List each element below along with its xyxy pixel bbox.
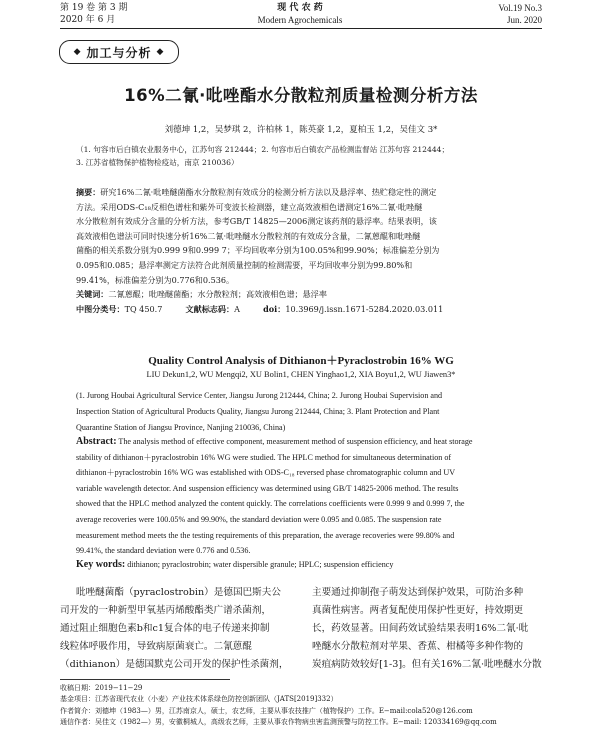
header-date-en: Jun. 2020	[506, 15, 542, 25]
diamond-icon: ◆	[156, 47, 165, 57]
abstract-label-cn: 摘要：	[76, 187, 101, 197]
keywords-label-en: Key words:	[76, 559, 126, 570]
abstract-line: dithianon＋pyraclostrobin 16% WG was established with ODS-C₁₈ reversed phase chromatographic column and UV	[76, 468, 456, 478]
abstract-cn	[76, 185, 526, 316]
footnote-funding: 基金项目：江苏省现代农业（小麦）产业技术体系绿色防控创新团队（JATS[2019]332）	[60, 695, 338, 704]
abstract-line: 99.41%，标准偏差分别为0.776和0.536。	[76, 274, 235, 285]
doi-value: 10.3969/j.issn.1671-5284.2020.03.011	[285, 303, 444, 314]
affiliation-line: (1. Jurong Houbai Agricultural Service Center, Jiangsu Jurong 212444, China; 2. Jurong Houbai Supervision and	[76, 391, 443, 400]
abstract-label-en: Abstract:	[76, 436, 117, 447]
abstract-line: average recoveries were 100.05% and 99.90%, the standard deviation were 0.095 and 0.085. The suspension rate	[76, 514, 442, 524]
body-line: 通过阻止细胞色素b和c1复合体的电子传递来抑制	[60, 623, 270, 635]
body-line: 司开发的一种新型甲氧基丙烯酸酯类广谱杀菌剂，	[60, 605, 272, 617]
abstract-line: 99.41%, the standard deviation were 0.776 and 0.536.	[76, 546, 251, 556]
doc-code-value: A	[234, 303, 240, 314]
body-line: 唑醚水分散粒剂对苹果、香蕉、柑橘等多种作物的	[312, 641, 524, 653]
abstract-line: 菌酯的相关系数分别为0.999 9和0.999 7；平均回收率分别为100.05%和99.90%；标准偏差分别为	[76, 245, 440, 256]
diamond-icon: ◆	[73, 47, 82, 57]
clc-label: 中图分类号：	[76, 303, 125, 314]
body-line: 真菌性病害。两者复配使用保护性更好，持效期更	[312, 605, 524, 617]
header-date-cn: 2020 年 6 月	[60, 15, 116, 25]
abstract-line: 0.095和0.085；悬浮率测定方法符合此剂质量控制的检测需要，平均回收率分别为99.80%和	[76, 259, 413, 270]
section-tag-label: 加工与分析	[86, 45, 152, 60]
footnote-author: 作者简介：刘德坤（1983—）男，江苏南京人，硕士，农艺师，主要从事农技推广（植物保护）工作。E−mail:cola520@126.com	[60, 706, 473, 715]
authors-cn: 刘德坤 1,2，吴梦琪 2，许柏林 1，陈英豪 1,2，夏柏玉 1,2，吴佳文 3*	[164, 125, 438, 135]
abstract-en	[76, 434, 544, 559]
abstract-line: 高效液相色谱法可同时快速分析16%二氰·吡唑醚水分散粒剂的有效成分含量，二氰蒽醌和吡唑醚	[76, 230, 421, 241]
header-rule	[60, 28, 542, 29]
abstract-line: stability of dithianon＋pyraclostrobin 16% WG were studied. The HPLC method for simultaneous determination of	[76, 452, 452, 462]
affiliations-en	[76, 388, 544, 435]
affiliations-cn	[76, 143, 546, 169]
footnotes	[60, 683, 542, 729]
body-line: 吡唑醚菌酯（pyraclostrobin）是德国巴斯夫公	[76, 587, 281, 598]
affiliation-line: Quarantine Station of Jiangsu Province, Nanjing 210036, China)	[76, 422, 286, 432]
keywords-text-cn: 二氰蒽醌；吡唑醚菌酯；水分散粒剂；高效液相色谱；悬浮率	[108, 289, 327, 300]
abstract-text: The analysis method of effective component, measurement method of suspension efficiency, and heat storage	[116, 437, 473, 446]
body-column-left	[60, 584, 290, 674]
body-line: 主要通过抑制孢子萌发达到保护效果，可防治多种	[312, 587, 524, 598]
body-column-right	[312, 584, 544, 674]
affiliation-line: （1. 句容市后白镇农业服务中心，江苏句容 212444；2. 句容市后白镇农产品检测监督站 江苏句容 212444；	[76, 145, 450, 154]
body-line: 炭疽病防效较好[1-3]。但有关16%二氰·吡唑醚水分散	[312, 659, 542, 671]
abstract-line: measurement method meets the the testing requirements of this preparation, the average recoveries were 99.80% and	[76, 530, 455, 540]
doi-label: doi：	[263, 303, 286, 314]
affiliation-line: Inspection Station of Agricultural Products Quality, Jiangsu Jurong 212444, China; 3. Plant Protection and Plant	[76, 406, 440, 416]
footnote-corresponding: 通信作者：吴佳文（1982—）男，安徽桐城人，高级农艺师，主要从事农作物病虫害监测预警与防控工作。E−mail: 120334169@qq.com	[60, 718, 497, 727]
paper-title-cn: 16%二氰·吡唑酯水分散粒剂质量检测分析方法	[124, 86, 478, 105]
abstract-text: 研究16%二氰·吡唑醚菌酯水分散粒剂有效成分的检测分析方法以及悬浮率、热贮稳定性的测定	[100, 187, 437, 197]
body-line: 线粒体呼吸作用，导致病原菌衰亡。二氰蒽醌	[60, 641, 252, 653]
abstract-line: 水分散粒剂有效成分含量的分析方法，参考GB/T 14825—2006测定该药剂的悬浮率。结果表明，该	[76, 216, 437, 227]
footnote-rule	[60, 679, 230, 680]
body-line: （dithianon）是德国默克公司开发的保护性杀菌剂，	[60, 659, 289, 671]
abstract-line	[76, 434, 544, 450]
body-line: 长，药效显著。田间药效试验结果表明16%二氰·吡	[312, 623, 529, 635]
keywords-text-en: dithianon; pyraclostrobin; water dispersible granule; HPLC; suspension efficiency	[125, 560, 394, 569]
abstract-line: 方法。采用ODS-C₁₈反相色谱柱和紫外可变波长检测器，建立高效液相色谱测定16%二氰·吡唑醚	[76, 201, 423, 212]
header-volume-cn: 第 19 卷 第 3 期	[60, 3, 128, 13]
authors-en: LIU Dekun1,2, WU Mengqi2, XU Bolin1, CHEN Yinghao1,2, XIA Boyu1,2, WU Jiawen3*	[146, 370, 456, 379]
abstract-line: showed that the HPLC method analyzed the content quickly. The correlations coefficients were 0.999 9 and 0.999 7, the	[76, 499, 465, 509]
keywords-en	[76, 558, 544, 573]
abstract-line: variable wavelength detector. And suspension efficiency was determined using GB/T 14825-2006 method. The results	[76, 483, 459, 493]
header-journal-en: Modern Agrochemicals	[257, 15, 343, 25]
keywords-cn	[76, 287, 526, 302]
doc-code-label: 文献标志码：	[185, 303, 235, 314]
affiliation-line: 3. 江苏省植物保护植物检疫站，南京 210036）	[76, 158, 239, 167]
clc-value: TQ 450.7	[124, 303, 163, 314]
header-volume-en: Vol.19 No.3	[498, 3, 542, 13]
classification-line	[76, 302, 526, 317]
section-tag	[59, 40, 179, 64]
keywords-label-cn: 关键词：	[76, 289, 109, 300]
paper-title-en: Quality Control Analysis of Dithianon＋Pyraclostrobin 16% WG	[148, 355, 454, 367]
abstract-line	[76, 185, 526, 200]
footnote-received: 收稿日期：2019−11−29	[60, 684, 143, 692]
header-journal-cn: 现 代 农 药	[277, 3, 323, 13]
